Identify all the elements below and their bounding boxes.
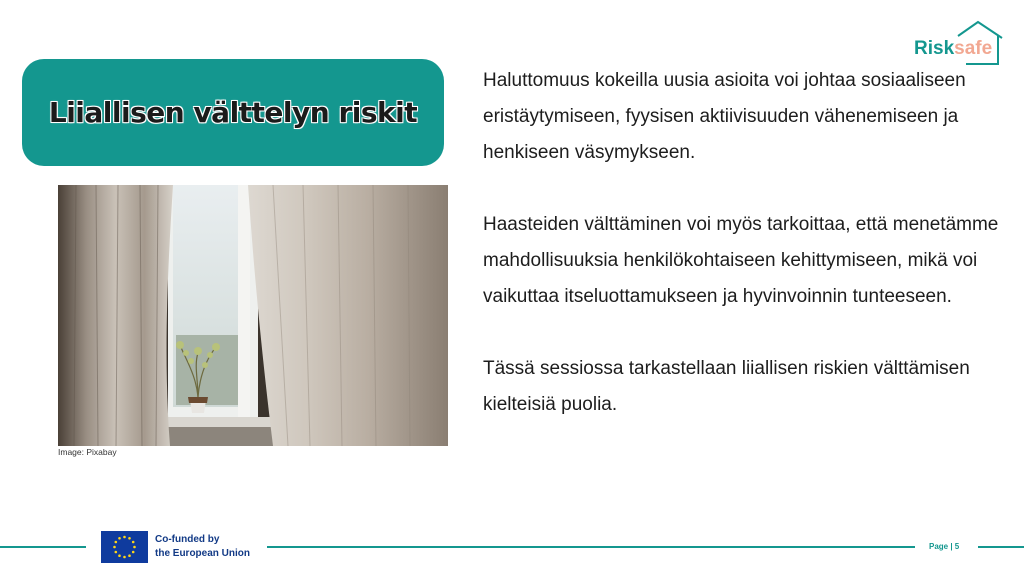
slide-title: Liiallisen välttelyn riskit bbox=[48, 96, 418, 129]
window-curtains-photo bbox=[58, 185, 448, 446]
eu-flag-icon bbox=[101, 531, 148, 563]
paragraph: Haluttomuus kokeilla uusia asioita voi johtaa sosiaaliseen eristäytymiseen, fyysisen aktiivisuuden vähenemiseen ja henkiseen väsymykseen. bbox=[483, 70, 966, 163]
body-text bbox=[483, 63, 1003, 459]
paragraph: Haasteiden välttäminen voi myös tarkoittaa, että menetämme mahdollisuuksia henkilökohtaiseen kehittymiseen, mikä voi vaikuttaa itseluottamukseen ja hyvinvoinnin tunteeseen. bbox=[483, 214, 999, 307]
paragraph: Tässä sessiossa tarkastellaan liiallisen riskien välttämisen kielteisiä puolia. bbox=[483, 358, 970, 415]
footer-divider bbox=[267, 546, 915, 548]
eu-funding-label: Co-funded by the European Union bbox=[155, 534, 250, 559]
footer-divider bbox=[978, 546, 1024, 548]
logo-wordmark: Risksafe bbox=[914, 38, 993, 59]
title-banner bbox=[22, 59, 444, 166]
footer-divider bbox=[0, 546, 86, 548]
page-number: Page | 5 bbox=[929, 542, 960, 551]
image-caption: Image: Pixabay bbox=[58, 447, 117, 457]
